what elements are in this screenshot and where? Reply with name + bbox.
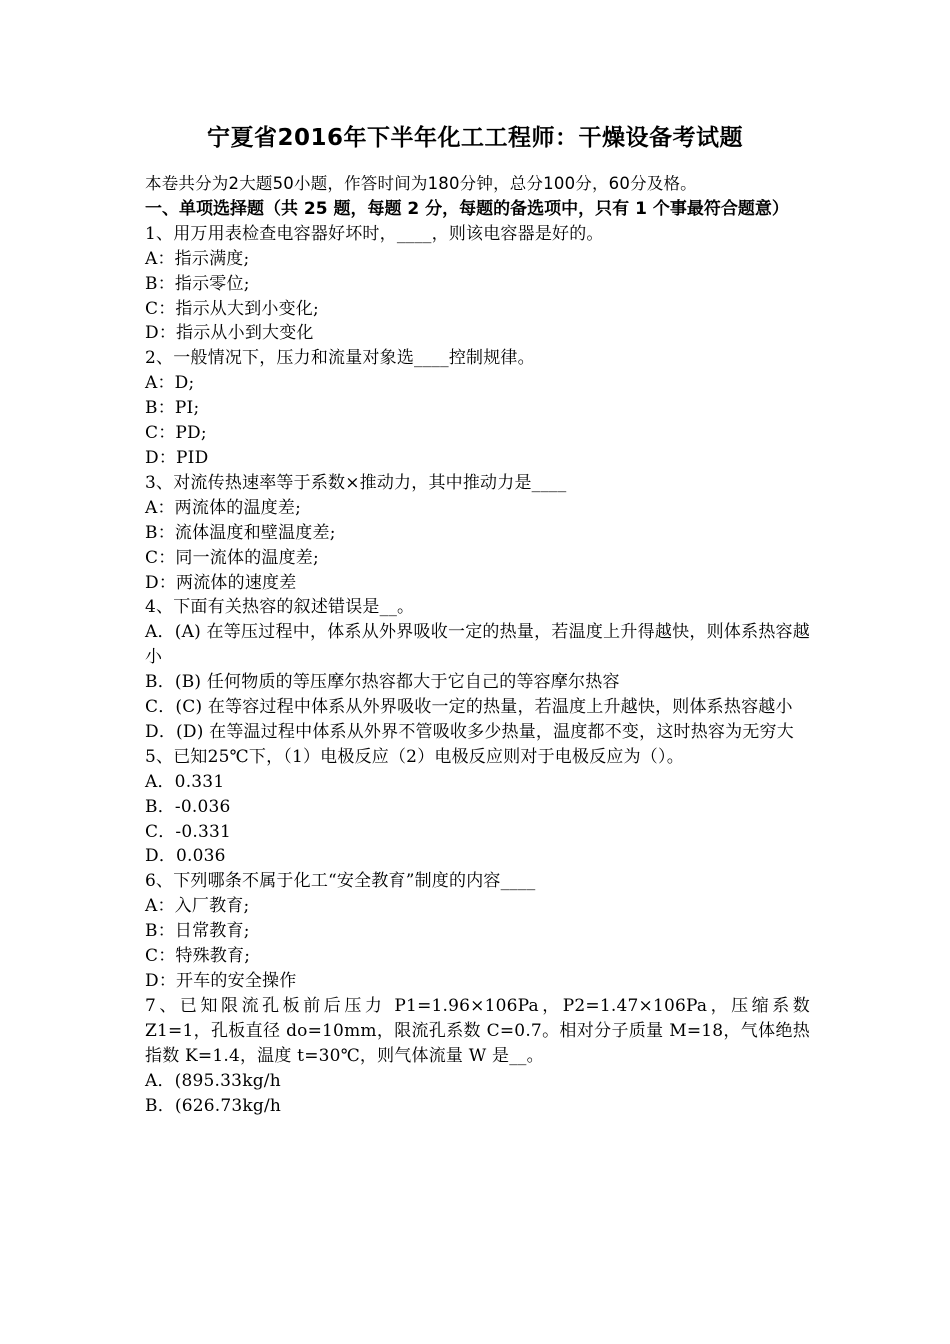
option-b: B．(626.73kg/h bbox=[145, 1095, 282, 1116]
option-b: B：流体温度和壁温度差; bbox=[145, 522, 336, 543]
question-stem: 3、对流传热速率等于系数×推动力，其中推动力是____ bbox=[145, 472, 567, 493]
option-c: C．-0.331 bbox=[145, 821, 232, 842]
question-stem: 2、一般情况下，压力和流量对象选____控制规律。 bbox=[145, 348, 535, 369]
option-d: D：指示从小到大变化 bbox=[145, 323, 314, 344]
option-d: D：开车的安全操作 bbox=[145, 971, 297, 991]
option-b: B．(B) 任何物质的等压摩尔热容都大于它自己的等容摩尔热容 bbox=[145, 672, 620, 693]
question-3 bbox=[145, 471, 810, 596]
option-c: C：同一流体的温度差; bbox=[145, 547, 319, 568]
option-a: A：D; bbox=[145, 373, 195, 394]
option-c: C：PD; bbox=[145, 423, 207, 444]
option-b: B：PI; bbox=[145, 398, 200, 419]
option-c: C：指示从大到小变化; bbox=[145, 298, 319, 319]
question-6 bbox=[145, 869, 810, 994]
question-stem: 6、下列哪条不属于化工“安全教育”制度的内容____ bbox=[145, 871, 536, 892]
option-b: B：日常教育; bbox=[145, 921, 250, 942]
question-2 bbox=[145, 346, 810, 471]
document-body bbox=[145, 172, 810, 1118]
question-7 bbox=[145, 994, 810, 1119]
option-c: C．(C) 在等容过程中体系从外界吸收一定的热量，若温度上升越快，则体系热容越小 bbox=[145, 697, 793, 718]
option-b: B：指示零位; bbox=[145, 273, 250, 294]
option-d: D．(D) 在等温过程中体系从外界不管吸收多少热量，温度都不变，这时热容为无穷大 bbox=[145, 721, 794, 742]
option-c: C：特殊教育; bbox=[145, 946, 251, 967]
option-a: A．(895.33kg/h bbox=[145, 1070, 281, 1091]
option-a: A：入厂教育; bbox=[145, 896, 250, 917]
option-d: D．0.036 bbox=[145, 846, 226, 867]
option-a: A：两流体的温度差; bbox=[145, 497, 302, 518]
question-stem: 1、用万用表检查电容器好坏时，____，则该电容器是好的。 bbox=[145, 223, 604, 244]
option-a: A：指示满度; bbox=[145, 248, 250, 269]
option-d: D：两流体的速度差 bbox=[145, 572, 297, 593]
question-stem: 5、已知25℃下，（1）电极反应（2）电极反应则对于电极反应为（）。 bbox=[145, 746, 684, 767]
question-1 bbox=[145, 222, 810, 347]
question-stem: 4、下面有关热容的叙述错误是__。 bbox=[145, 597, 415, 618]
question-5 bbox=[145, 745, 810, 870]
question-stem: 7、已知限流孔板前后压力 P1=1.96×106Pa，P2=1.47×106Pa，压缩系数 Z1=1，孔板直径 do=10mm，限流孔系数 C=0.7。相对分子质量 M=18，气体绝热指数 K=1.4，温度 t=30℃，则气体流量 W 是__。 bbox=[145, 995, 810, 1066]
option-d: D：PID bbox=[145, 447, 209, 468]
option-a: A．(A) 在等压过程中，体系从外界吸收一定的热量，若温度上升得越快，则体系热容越小 bbox=[145, 622, 810, 668]
exam-intro: 本卷共分为2大题50小题，作答时间为180分钟，总分100分，60分及格。 bbox=[145, 174, 697, 193]
question-4 bbox=[145, 595, 810, 744]
option-a: A．0.331 bbox=[145, 771, 225, 792]
section-heading: 一、单项选择题（共 25 题，每题 2 分，每题的备选项中，只有 1 个事最符合题意） bbox=[145, 198, 789, 219]
document-title: 宁夏省2016年下半年化工工程师：干燥设备考试题 bbox=[206, 125, 743, 151]
option-b: B．-0.036 bbox=[145, 796, 231, 817]
